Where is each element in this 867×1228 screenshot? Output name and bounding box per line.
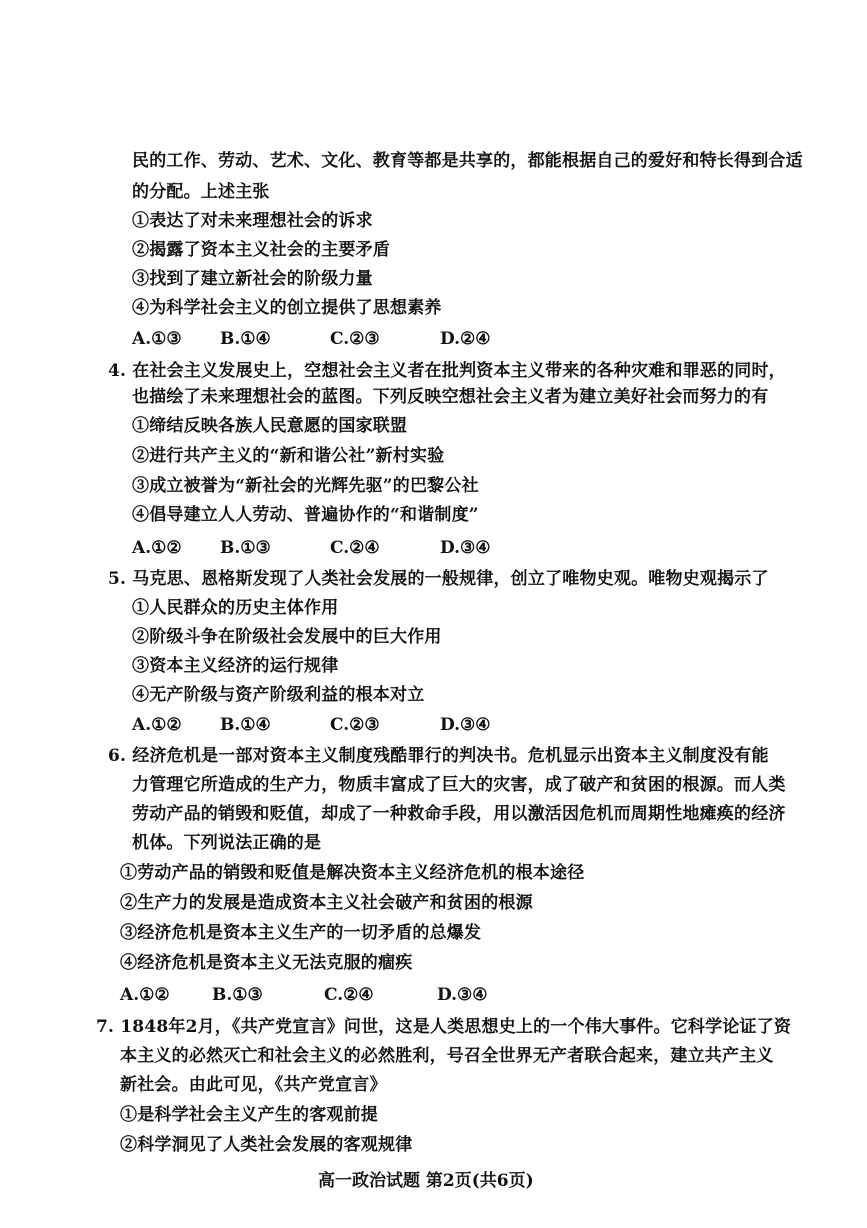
q4-option-d: D.③④ bbox=[440, 538, 491, 558]
q4-option-c: C.②④ bbox=[330, 538, 380, 558]
q6-option-a: A.①② bbox=[120, 985, 170, 1005]
q7-stem-line-1: 7. 1848年2月，《共产党宣言》问世，这是人类思想史上的一个伟大事件。它科学论证了资 bbox=[96, 1017, 792, 1037]
q4-stem-line-1: 4. 在社会主义发展史上，空想社会主义者在批判资本主义带来的各种灾难和罪恶的同时， bbox=[108, 361, 786, 381]
q5-item-1: ①人民群众的历史主体作用 bbox=[132, 598, 339, 618]
q6-option-c: C.②④ bbox=[324, 985, 374, 1005]
q5-option-a: A.①② bbox=[132, 715, 182, 735]
q3-stem-line-1: 民的工作、劳动、艺术、文化、教育等都是共享的，都能根据自己的爱好和特长得到合适 bbox=[132, 151, 803, 171]
q3-option-b: B.①④ bbox=[220, 329, 271, 349]
q3-item-1: ①表达了对未来理想社会的诉求 bbox=[132, 211, 373, 231]
q3-option-d: D.②④ bbox=[440, 329, 491, 349]
q6-option-b: B.①③ bbox=[212, 985, 263, 1005]
q5-option-d: D.③④ bbox=[440, 715, 491, 735]
q4-option-b: B.①③ bbox=[220, 538, 271, 558]
page-footer: 高一政治试题 第2页(共6页) bbox=[318, 1171, 534, 1191]
q6-item-3: ③经济危机是资本主义生产的一切矛盾的总爆发 bbox=[120, 923, 482, 943]
q6-option-d: D.③④ bbox=[437, 985, 488, 1005]
q3-option-a: A.①③ bbox=[132, 329, 182, 349]
q4-item-1: ①缔结反映各族人民意愿的国家联盟 bbox=[132, 416, 408, 436]
q5-item-3: ③资本主义经济的运行规律 bbox=[132, 656, 339, 676]
q5-option-c: C.②③ bbox=[330, 715, 380, 735]
q6-stem-line-4: 机体。下列说法正确的是 bbox=[132, 833, 322, 853]
q4-item-4: ④倡导建立人人劳动、普遍协作的“和谐制度” bbox=[132, 505, 479, 525]
q4-item-3: ③成立被誉为“新社会的光辉先驱”的巴黎公社 bbox=[132, 476, 479, 496]
q6-item-2: ②生产力的发展是造成资本主义社会破产和贫困的根源 bbox=[120, 893, 533, 913]
q6-stem-line-3: 劳动产品的销毁和贬值，却成了一种救命手段，用以激活因危机而周期性地瘫痪的经济 bbox=[132, 804, 786, 824]
q3-stem-line-2: 的分配。上述主张 bbox=[132, 182, 270, 202]
q7-stem-line-3: 新社会。由此可见，《共产党宣言》 bbox=[120, 1075, 387, 1095]
q7-stem-line-2: 本主义的必然灭亡和社会主义的必然胜利，号召全世界无产者联合起来，建立共产主义 bbox=[120, 1046, 774, 1066]
q4-item-2: ②进行共产主义的“新和谐公社”新村实验 bbox=[132, 446, 445, 466]
q7-item-1: ①是科学社会主义产生的客观前提 bbox=[120, 1105, 378, 1125]
q6-stem-line-1: 6. 经济危机是一部对资本主义制度残酷罪行的判决书。危机显示出资本主义制度没有能 bbox=[108, 746, 769, 766]
q3-item-4: ④为科学社会主义的创立提供了思想素养 bbox=[132, 298, 442, 318]
q3-item-3: ③找到了建立新社会的阶级力量 bbox=[132, 269, 373, 289]
q4-option-a: A.①② bbox=[132, 538, 182, 558]
q5-stem-line-1: 5. 马克思、恩格斯发现了人类社会发展的一般规律，创立了唯物史观。唯物史观揭示了 bbox=[108, 569, 769, 589]
q6-item-4: ④经济危机是资本主义无法克服的痼疾 bbox=[120, 953, 413, 973]
q5-item-2: ②阶级斗争在阶级社会发展中的巨大作用 bbox=[132, 627, 442, 647]
q4-stem-line-2: 也描绘了未来理想社会的蓝图。下列反映空想社会主义者为建立美好社会而努力的有 bbox=[132, 387, 769, 407]
q7-item-2: ②科学洞见了人类社会发展的客观规律 bbox=[120, 1135, 413, 1155]
q3-item-2: ②揭露了资本主义社会的主要矛盾 bbox=[132, 240, 390, 260]
q6-item-1: ①劳动产品的销毁和贬值是解决资本主义经济危机的根本途径 bbox=[120, 863, 585, 883]
q5-option-b: B.①④ bbox=[220, 715, 271, 735]
q5-item-4: ④无产阶级与资产阶级利益的根本对立 bbox=[132, 685, 425, 705]
q6-stem-line-2: 力管理它所造成的生产力，物质丰富成了巨大的灾害，成了破产和贫困的根源。而人类 bbox=[132, 775, 786, 795]
q3-option-c: C.②③ bbox=[330, 329, 380, 349]
